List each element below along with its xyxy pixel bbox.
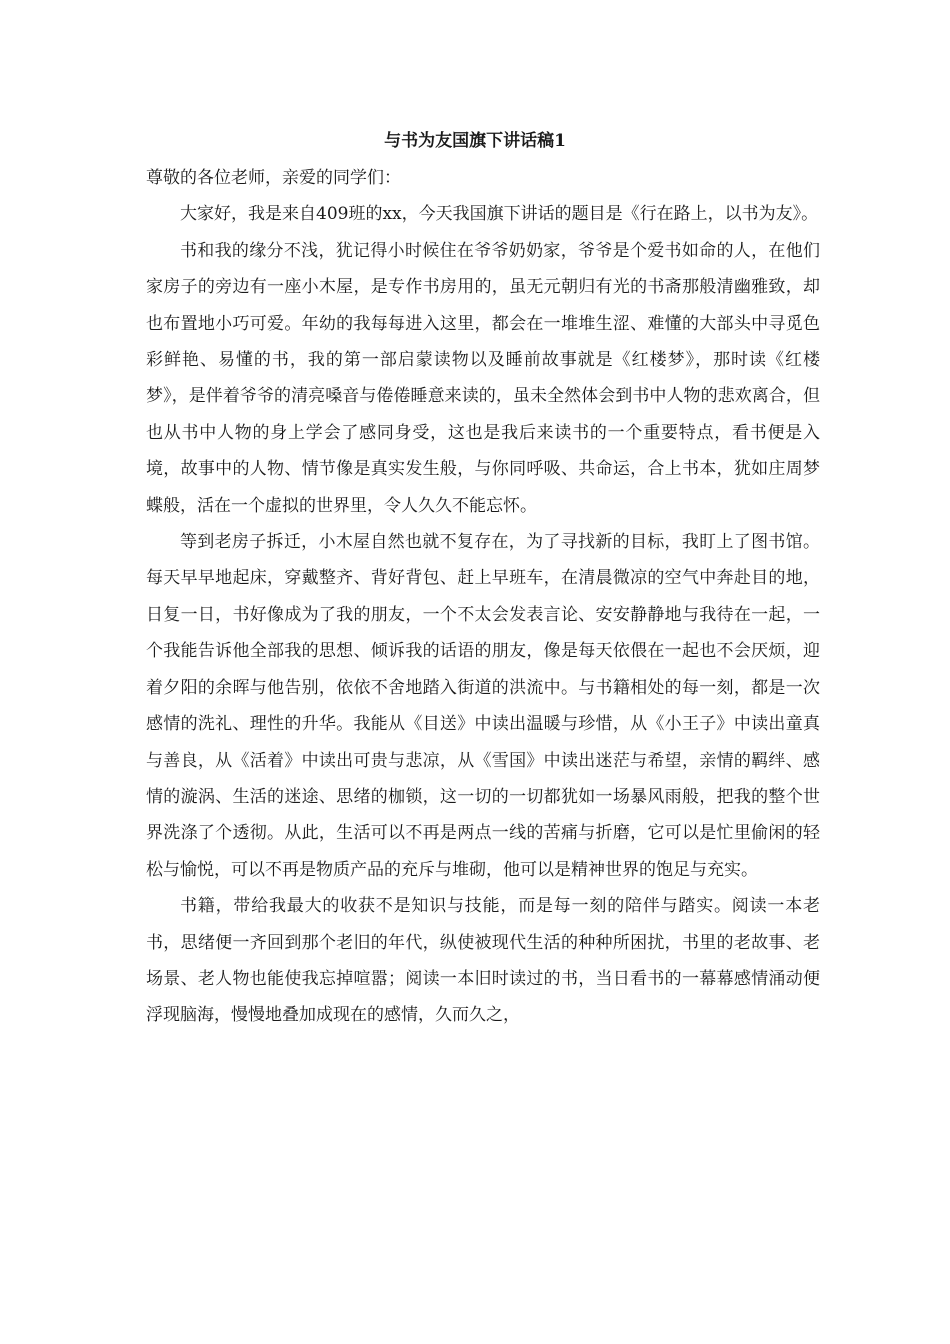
- paragraph-childhood: 书和我的缘分不浅，犹记得小时候住在爷爷奶奶家，爷爷是个爱书如命的人，在他们家房子的旁边有一座小木屋，是专作书房用的，虽无元朝归有光的书斋那般清幽雅致，却也布置地小巧可爱。年幼的我每每进入这里，都会在一堆堆生涩、难懂的大部头中寻觅色彩鲜艳、易懂的书，我的第一部启蒙读物以及睡前故事就是《红楼梦》，那时读《红楼梦》，是伴着爷爷的清亮嗓音与倦倦睡意来读的，虽未全然体会到书中人物的悲欢离合，但也从书中人物的身上学会了感同身受，这也是我后来读书的一个重要特点，看书便是入境，故事中的人物、情节像是真实发生般，与你同呼吸、共命运，合上书本，犹如庄周梦蝶般，活在一个虚拟的世界里，令人久久不能忘怀。: [146, 240, 820, 516]
- document-title: 与书为友国旗下讲话稿1: [384, 131, 566, 151]
- paragraph-library: 等到老房子拆迁，小木屋自然也就不复存在，为了寻找新的目标，我盯上了图书馆。每天早早地起床，穿戴整齐、背好背包、赶上早班车，在清晨微凉的空气中奔赴目的地，日复一日，书好像成为了我的朋友，一个不太会发表言论、安安静静地与我待在一起，一个我能告诉他全部我的思想、倾诉我的话语的朋友，像是每天依偎在一起也不会厌烦，迎着夕阳的余晖与他告别，依依不舍地踏入街道的洪流中。与书籍相处的每一刻，都是一次感情的洗礼、理性的升华。我能从《目送》中读出温暖与珍惜，从《小王子》中读出童真与善良，从《活着》中读出可贵与悲凉，从《雪国》中读出迷茫与希望，亲情的羁绊、感情的漩涡、生活的迷途、思绪的枷锁，这一切的一切都犹如一场暴风雨般，把我的整个世界洗涤了个透彻。从此，生活可以不再是两点一线的苦痛与折磨，它可以是忙里偷闲的轻松与愉悦，可以不再是物质产品的充斥与堆砌，他可以是精神世界的饱足与充实。: [146, 532, 820, 880]
- paragraph-companionship: 书籍，带给我最大的收获不是知识与技能，而是每一刻的陪伴与踏实。阅读一本老书，思绪便一齐回到那个老旧的年代，纵使被现代生活的种种所困扰，书里的老故事、老场景、老人物也能使我忘掉喧嚣；阅读一本旧时读过的书，当日看书的一幕幕感情涌动便浮现脑海，慢慢地叠加成现在的感情，久而久之，: [146, 896, 820, 1026]
- paragraph-greeting: 大家好，我是来自409班的xx，今天我国旗下讲话的题目是《行在路上，以书为友》。: [180, 204, 819, 225]
- salutation: 尊敬的各位老师，亲爱的同学们：: [146, 168, 401, 188]
- document-body: [146, 160, 820, 1034]
